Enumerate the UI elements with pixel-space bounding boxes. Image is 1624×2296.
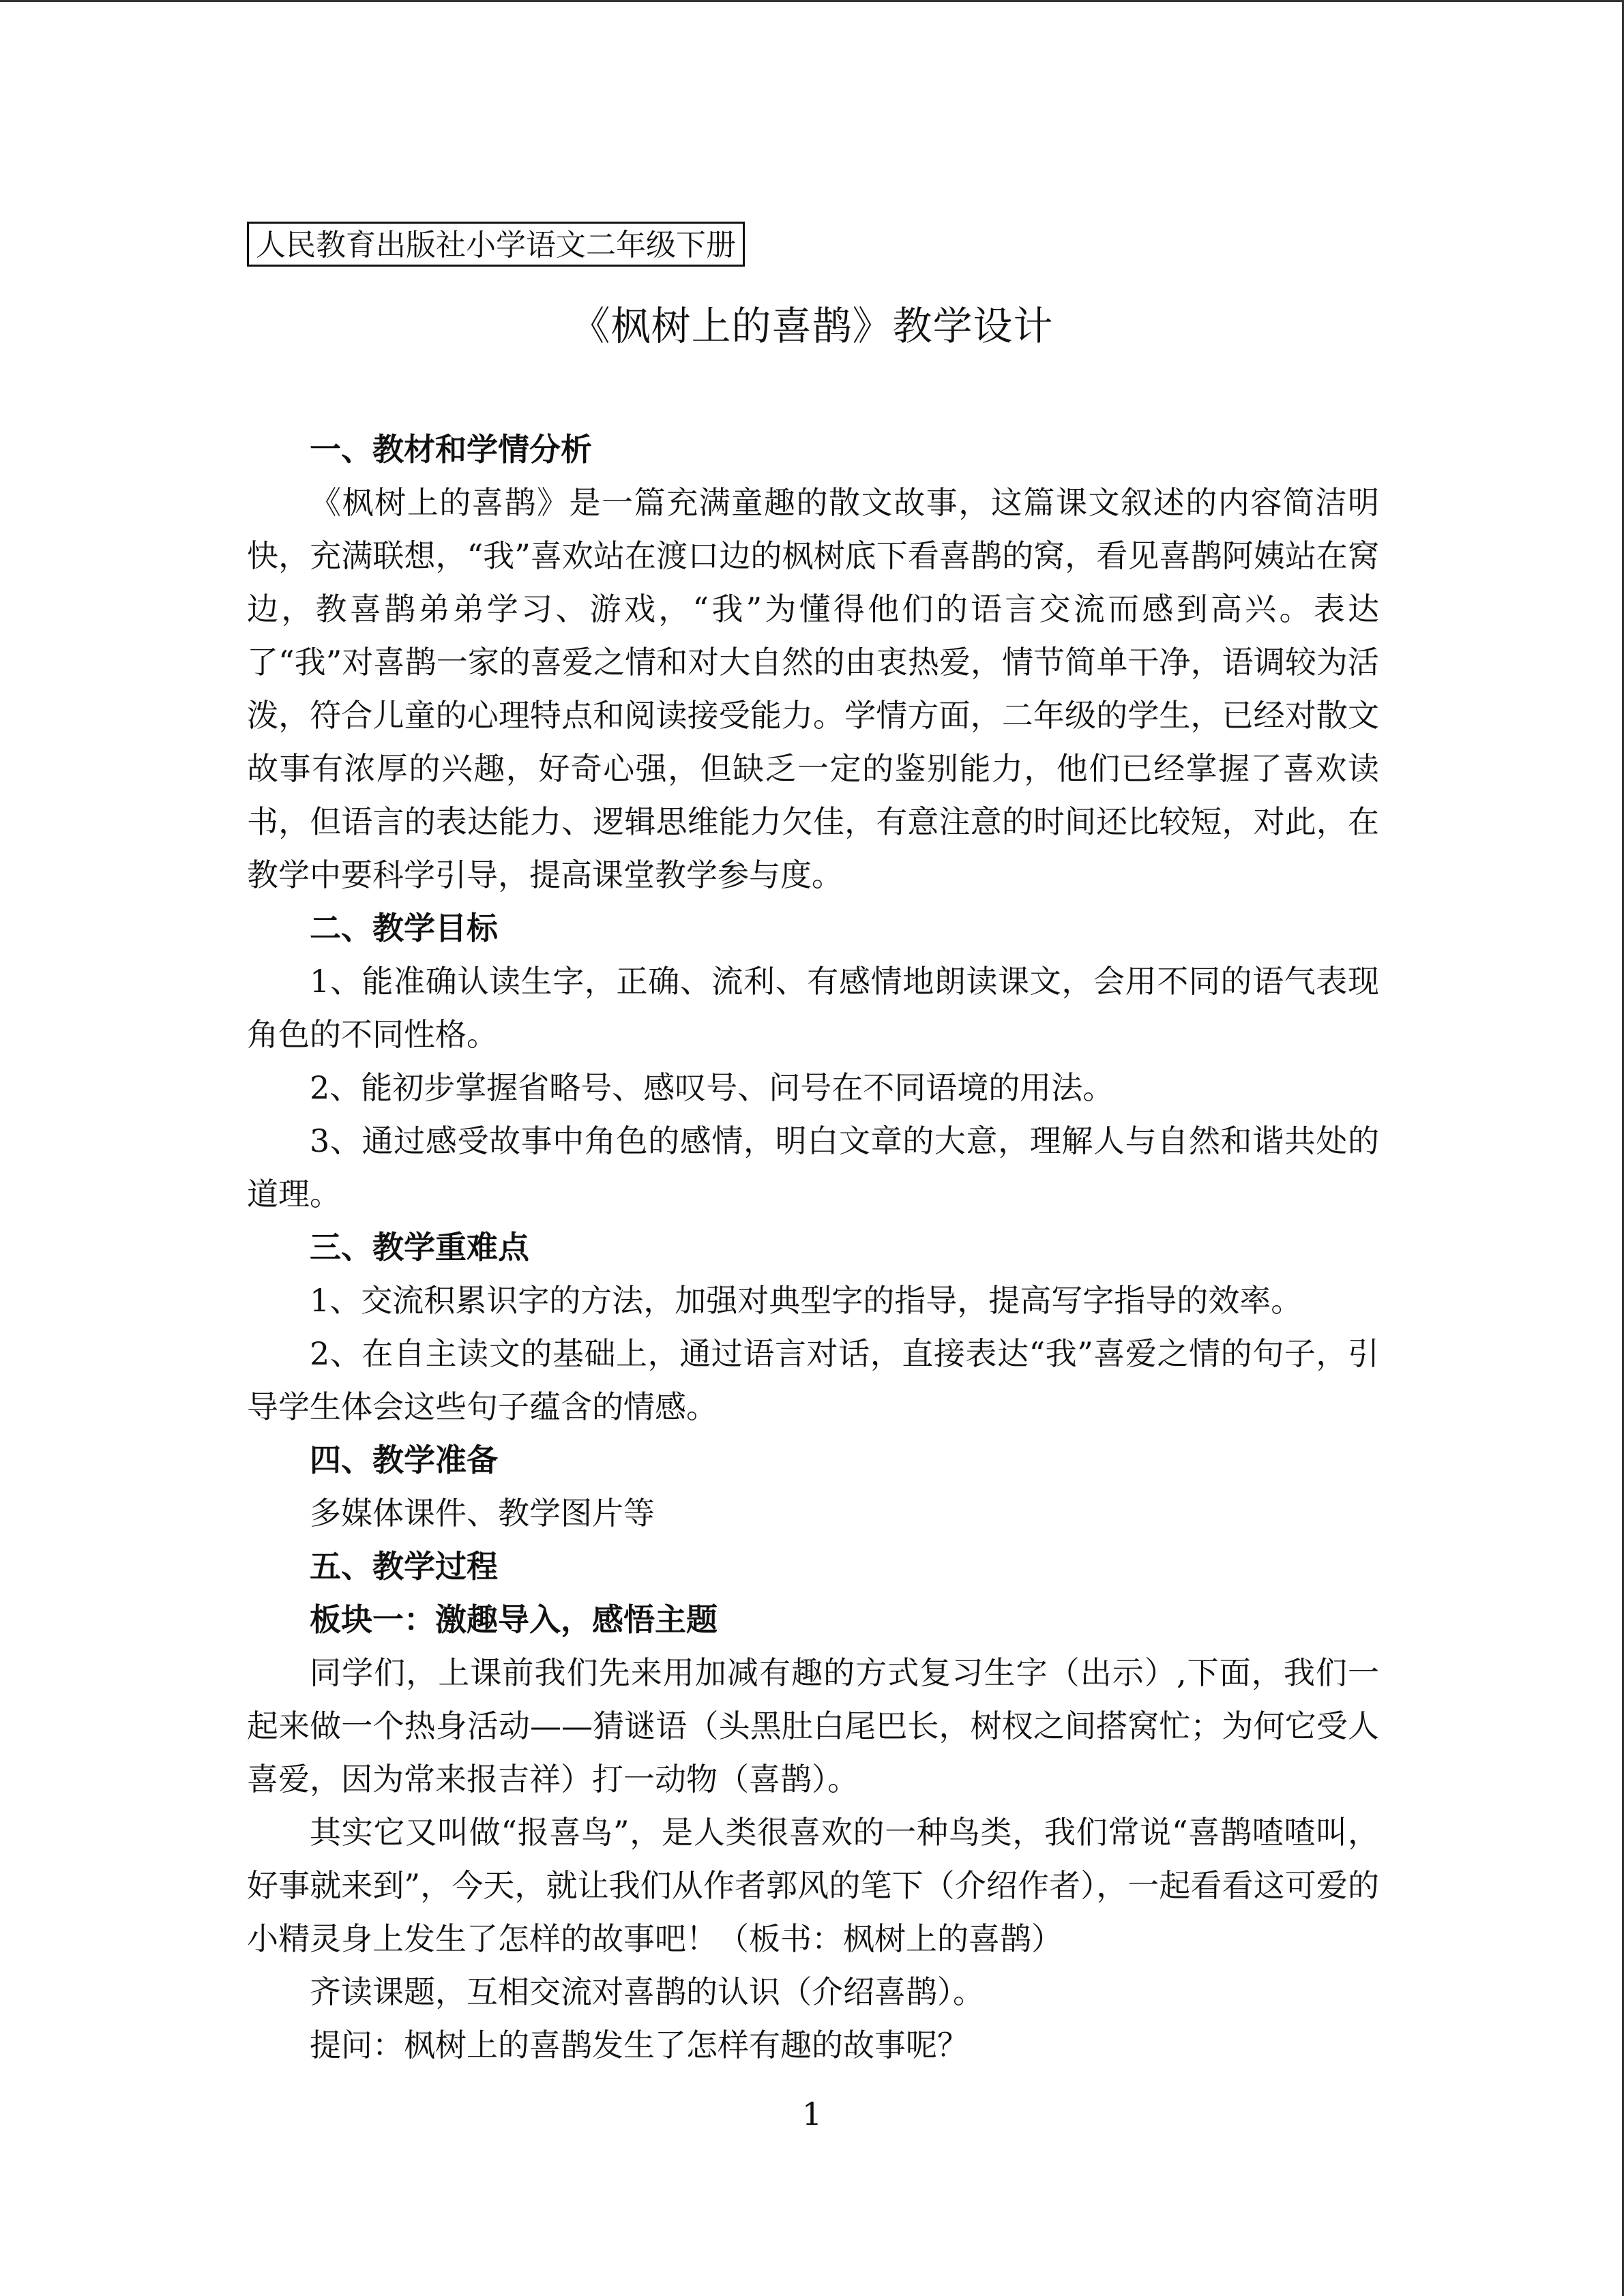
goal-item-3: 3、通过感受故事中角色的感情，明白文章的大意，理解人与自然和谐共处的道理。: [247, 1122, 1379, 1212]
process-paragraph-1: 同学们，上课前我们先来用加减有趣的方式复习生字（出示）,下面，我们一起来做一个热身活动——猜谜语（头黑肚白尾巴长，树杈之间搭窝忙；为何它受人喜爱，因为常来报吉祥）打一动物（喜鹊）。: [247, 1654, 1379, 1798]
section-heading-analysis: 一、教材和学情分析: [310, 431, 592, 468]
section-heading-preparation: 四、教学准备: [310, 1442, 498, 1478]
process-paragraph-4: 提问：枫树上的喜鹊发生了怎样有趣的故事呢？: [310, 2027, 969, 2063]
process-paragraph-2: 其实它又叫做“报喜鸟”，是人类很喜欢的一种鸟类，我们常说“喜鹊喳喳叫，好事就来到”，今天，就让我们从作者郭风的笔下（介绍作者），一起看看这可爱的小精灵身上发生了怎样的故事吧！（板书：枫树上的喜鹊）: [247, 1814, 1379, 1957]
process-paragraph-3: 齐读课题，互相交流对喜鹊的认识（介绍喜鹊）。: [310, 1973, 984, 2010]
publisher-label-box: 人民教育出版社小学语文二年级下册: [247, 222, 745, 267]
section-heading-process: 五、教学过程: [310, 1548, 498, 1585]
goal-item-2: 2、能初步掌握省略号、感叹号、问号在不同语境的用法。: [310, 1069, 1114, 1106]
paragraph-preparation: 多媒体课件、教学图片等: [310, 1495, 655, 1532]
document-title: 《枫树上的喜鹊》教学设计: [570, 303, 1054, 349]
document-body: [247, 423, 1379, 2072]
page-number: 1: [801, 2096, 823, 2132]
block-heading-1: 板块一：激趣导入，感悟主题: [310, 1601, 718, 1638]
key-point-item-2: 2、在自主读文的基础上，通过语言对话，直接表达“我”喜爱之情的句子，引导学生体会这些句子蕴含的情感。: [247, 1335, 1379, 1425]
section-heading-key-points: 三、教学重难点: [310, 1229, 529, 1266]
section-heading-goals: 二、教学目标: [310, 910, 498, 946]
key-point-item-1: 1、交流积累识字的方法，加强对典型字的指导，提高写字指导的效率。: [310, 1282, 1303, 1319]
goal-item-1: 1、能准确认读生字，正确、流利、有感情地朗读课文，会用不同的语气表现角色的不同性格。: [247, 963, 1379, 1053]
paragraph-analysis: 《枫树上的喜鹊》是一篇充满童趣的散文故事，这篇课文叙述的内容简洁明快，充满联想，“我”喜欢站在渡口边的枫树底下看喜鹊的窝，看见喜鹊阿姨站在窝边，教喜鹊弟弟学习、游戏，“我”为懂得他们的语言交流而感到高兴。表达了“我”对喜鹊一家的喜爱之情和对大自然的由衷热爱，情节简单干净，语调较为活泼，符合儿童的心理特点和阅读接受能力。学情方面，二年级的学生，已经对散文故事有浓厚的兴趣，好奇心强，但缺乏一定的鉴别能力，他们已经掌握了喜欢读书，但语言的表达能力、逻辑思维能力欠佳，有意注意的时间还比较短，对此，在教学中要科学引导，提高课堂教学参与度。: [247, 484, 1379, 893]
